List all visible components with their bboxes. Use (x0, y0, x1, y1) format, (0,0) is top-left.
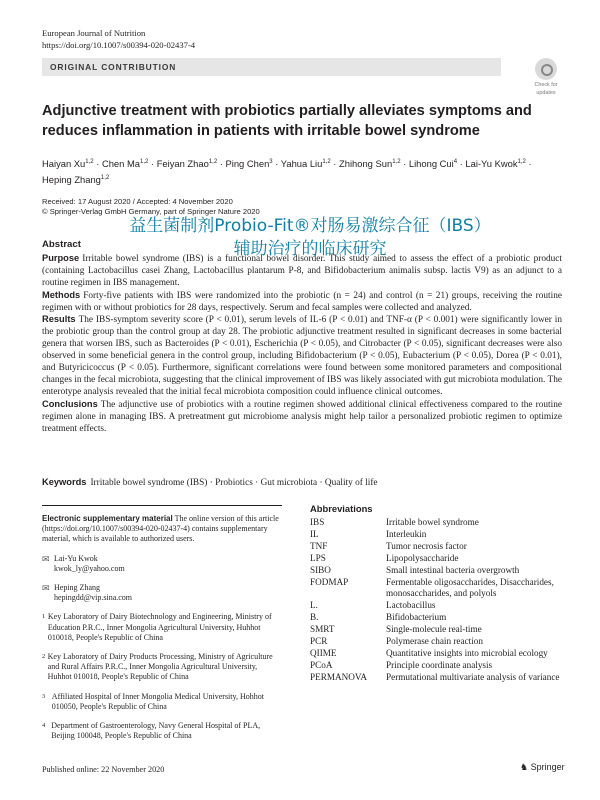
abbreviation-term: SIBO (310, 565, 331, 575)
abbreviation-term: PCR (310, 636, 328, 646)
article-dates (42, 197, 260, 217)
envelope-icon: ✉ (42, 583, 50, 594)
abstract-purpose (42, 253, 562, 290)
author-affiliation-ref: 1,2 (322, 159, 331, 165)
esm-text: The online version of this article (https://doi.org/10.1007/s00394-020-02437-4) contains supplementary material, which is available to authorized users. (42, 514, 279, 544)
abbreviation-row (310, 517, 560, 528)
author-name: Feiyan Zhao (156, 158, 209, 170)
contact-email[interactable]: kwok_ly@yahoo.com (54, 563, 125, 573)
copyright: © Springer-Verlag GmbH Germany, part of Springer Nature 2020 (42, 207, 260, 216)
affiliation-text: Key Laboratory of Dairy Products Processing, Ministry of Agriculture and Rural Affairs P.R.C., Inner Mongolia Agricultural University, Huhhot 010018, People's Republic of China (47, 652, 273, 682)
affiliation-text: Affiliated Hospital of Inner Mongolia Medical University, Hohhot 010050, People's Republic of China (51, 691, 264, 711)
author-name: Heping Zhang (42, 174, 101, 186)
affiliation-number: 2 (42, 653, 46, 661)
author (157, 158, 226, 169)
author-name: Yahua Liu (280, 158, 323, 170)
abbreviation-row (310, 541, 560, 552)
esm-note (42, 514, 282, 545)
left-column (42, 505, 282, 741)
author (339, 158, 409, 169)
results-text: The IBS-symptom severity score (P < 0.01), serum levels of IL-6 (P < 0.01) and TNF-α (P < 0.001) were significantly lower in the probiotic group than the control group at day 28. The probiotic adjunctive treatment resulted in significant decreases in some bacterial genera that worsen IBS, such as Bacteroides (P < 0.01), Escherichia (P < 0.05), and Citrobacter (P < 0.05), significant decreases were also observed in some beneficial genera in the control group, including Bifidobacterium (P < 0.05), Eubacterium (P < 0.05), Dorea (P < 0.01), and Butyricicoccus (P < 0.05). Furthermore, significant correlations were found between some monitored parameters and compositional changes in the fecal microbiota, suggesting that the clinical improvement of IBS was likely associated with gut microbiota modulation. The enterotype analysis revealed that the initial fecal microbiota composition could influence clinical outcomes. (42, 315, 562, 397)
publisher-logo (520, 762, 565, 773)
author (409, 158, 466, 169)
abbreviations-list (310, 517, 560, 683)
author-affiliation-ref: 1,2 (208, 159, 218, 165)
check-for-updates-badge[interactable] (528, 58, 564, 98)
abbreviation-row (310, 577, 560, 599)
abstract-methods (42, 290, 562, 315)
author-separator: · (400, 158, 409, 170)
abstract-results (42, 314, 562, 398)
author-separator: · (525, 158, 532, 170)
author-separator: · (93, 158, 102, 170)
author-list (42, 155, 562, 187)
affiliation-text: Department of Gastroenterology, Navy General Hospital of PLA, Beijing 100048, People's Republic of China (51, 721, 261, 741)
contact-name: Lai-Yu Kwok (54, 553, 98, 563)
author (42, 158, 102, 169)
purpose-text: Irritable bowel syndrome (IBS) is a functional bowel disorder. This study aimed to assess the effect of a probiotic product (containing Lactobacillus casei Zhang, Lactobacillus plantarum P-8, and Bifidobacterium animalis subsp. lactis V9) as an adjunct to a routine regimen in IBS management. (42, 253, 562, 288)
results-label: Results (42, 314, 76, 325)
affiliation-list (42, 612, 282, 741)
abbreviation-term: IBS (310, 517, 325, 527)
abstract-conclusions (42, 399, 562, 436)
author (465, 158, 531, 169)
abbreviation-term: L. (310, 600, 318, 610)
abbreviation-definition: Quantitative insights into microbial ecology (386, 648, 548, 658)
abbreviation-term: SMRT (310, 624, 335, 634)
author (281, 158, 339, 169)
contact-item (42, 554, 282, 574)
envelope-icon: ✉ (42, 553, 50, 564)
keywords (42, 477, 562, 488)
author-separator: · (272, 158, 281, 170)
abbreviation-definition: Small intestinal bacteria overgrowth (386, 565, 520, 575)
contact-name: Heping Zhang (54, 583, 100, 593)
purpose-label: Purpose (42, 252, 80, 263)
author-name: Lai-Yu Kwok (465, 158, 518, 170)
abbreviation-definition: Polymerase chain reaction (386, 636, 483, 646)
publisher-name: Springer (530, 762, 565, 772)
author-affiliation-ref: 4 (453, 159, 458, 165)
affiliation-item (42, 721, 282, 741)
abbreviations-section (310, 503, 560, 684)
author-affiliation-ref: 1,2 (100, 175, 110, 182)
abbreviation-term: QIIME (310, 648, 337, 658)
methods-label: Methods (42, 289, 81, 300)
author-affiliation-ref: 3 (269, 159, 273, 165)
conclusions-text: The adjunctive use of probiotics with a routine regimen showed additional clinical effectiveness compared to the routine regimen alone in managing IBS. A pretreatment gut microbiome analysis might help tailor a personalized probiotic regimen to optimize treatment effects. (42, 399, 562, 434)
abbreviation-term: B. (310, 612, 319, 622)
abbreviation-row (310, 624, 560, 635)
keywords-label: Keywords (42, 477, 87, 487)
author-name: Lihong Cui (408, 158, 454, 170)
author-affiliation-ref: 1,2 (392, 159, 401, 165)
abbreviation-definition: Lactobacillus (386, 600, 436, 610)
journal-header (42, 28, 195, 51)
contact-item (42, 583, 282, 603)
author (226, 158, 281, 169)
abbreviation-definition: Single-molecule real-time (386, 624, 482, 634)
contact-email[interactable]: hepingdd@vip.sina.com (54, 593, 133, 603)
abbreviation-definition: Interleukin (386, 529, 427, 539)
author-name: Ping Chen (225, 158, 270, 170)
abbreviation-row (310, 529, 560, 540)
esm-divider (42, 505, 282, 506)
abbreviation-definition: Fermentable oligosaccharides, Disaccharides, monosaccharides, and polyols (386, 577, 554, 598)
abbreviations-heading: Abbreviations (310, 503, 373, 514)
author-separator: · (330, 158, 340, 170)
author-separator: · (457, 158, 466, 170)
abbreviation-row (310, 565, 560, 576)
abbreviation-row (310, 660, 560, 671)
abbreviation-row (310, 600, 560, 611)
abstract-section (42, 239, 562, 436)
keywords-text: Irritable bowel syndrome (IBS) · Probiotics · Gut microbiota · Quality of life (90, 478, 378, 488)
affiliation-item (42, 692, 282, 712)
affiliation-number: 1 (42, 613, 46, 621)
abbreviation-term: FODMAP (310, 577, 349, 587)
abbreviation-row (310, 672, 560, 683)
author-name: Haiyan Xu (42, 158, 86, 170)
esm-label: Electronic supplementary material (42, 514, 173, 523)
abbreviation-definition: Lipopolysaccharide (386, 553, 459, 563)
abbreviation-row (310, 553, 560, 564)
author-affiliation-ref: 1,2 (140, 159, 149, 165)
affiliation-number: 3 (42, 692, 46, 700)
abbreviation-row (310, 648, 560, 659)
check-updates-icon (535, 58, 557, 80)
abbreviation-term: PERMANOVA (310, 672, 368, 682)
abbreviation-row (310, 636, 560, 647)
author-affiliation-ref: 1,2 (517, 159, 526, 165)
author (102, 158, 157, 169)
abbreviation-term: TNF (310, 541, 328, 551)
abbreviation-definition: Principle coordinate analysis (386, 660, 493, 670)
affiliation-text: Key Laboratory of Dairy Biotechnology and Engineering, Ministry of Education P.R.C., Inner Mongolia Agricultural University, Huhhot 010018, People's Republic of China (47, 612, 272, 642)
abstract-heading: Abstract (42, 239, 81, 250)
affiliation-item (42, 612, 282, 643)
affiliation-number: 4 (42, 722, 46, 730)
author-affiliation-ref: 1,2 (85, 159, 94, 165)
abbreviation-term: IL (310, 529, 319, 539)
check-badge-line1: Check for (534, 82, 558, 88)
author-separator: · (148, 158, 157, 170)
section-banner (42, 58, 501, 76)
abbreviation-definition: Permutational multivariate analysis of variance (386, 672, 560, 682)
abbreviation-definition: Tumor necrosis factor (386, 541, 467, 551)
abbreviation-definition: Irritable bowel syndrome (386, 517, 479, 527)
abbreviation-term: LPS (310, 553, 326, 563)
published-date: Published online: 22 November 2020 (42, 765, 165, 774)
contact-body (54, 583, 132, 603)
affiliation-item (42, 652, 282, 683)
author-name: Chen Ma (101, 158, 140, 170)
author (42, 174, 109, 185)
journal-name: European Journal of Nutrition (42, 28, 146, 38)
check-badge-line2: updates (536, 90, 556, 96)
abbreviation-row (310, 612, 560, 623)
section-label: ORIGINAL CONTRIBUTION (50, 62, 177, 72)
article-title: Adjunctive treatment with probiotics partially alleviates symptoms and reduces inflammation in patients with irritable bowel syndrome (42, 103, 532, 139)
springer-horse-icon: ♞ (520, 762, 529, 772)
doi-link[interactable]: https://doi.org/10.1007/s00394-020-02437-4 (42, 39, 196, 50)
abbreviation-term: PCoA (310, 660, 333, 670)
overlay-line-1: 益生菌制剂Probio-Fit®对肠易激综合征（IBS） (129, 216, 491, 236)
received-accepted: Received: 17 August 2020 / Accepted: 4 November 2020 (42, 197, 233, 206)
conclusions-label: Conclusions (42, 398, 98, 409)
author-name: Zhihong Sun (339, 158, 393, 170)
author-separator: · (217, 158, 226, 170)
abbreviation-definition: Bifidobacterium (386, 612, 447, 622)
contact-list (42, 554, 282, 604)
contact-body (54, 554, 125, 574)
overlay-line-2: 辅助治疗的临床研究 (233, 239, 387, 259)
methods-text: Forty-five patients with IBS were randomized into the probiotic (n = 24) and control (n = 21) groups, receiving the routine regimen with or without probiotics for 28 days, respectively. Serum and fecal samples were collected and analyzed. (42, 290, 562, 313)
